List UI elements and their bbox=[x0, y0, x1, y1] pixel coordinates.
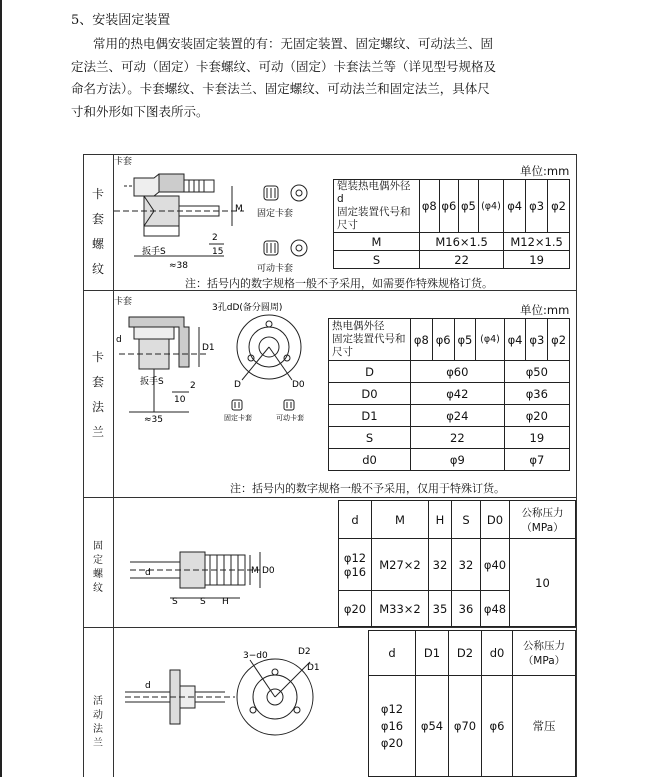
diam-cell: φ6 bbox=[432, 319, 454, 361]
fig-label: 固定卡套 bbox=[257, 209, 294, 219]
fixed-thread-table bbox=[338, 500, 576, 627]
value-cell: φ20 bbox=[339, 591, 372, 627]
fig-label: ≈35 bbox=[144, 415, 163, 425]
value-cell: φ6 bbox=[482, 676, 513, 777]
fig-label: 固定卡套 bbox=[224, 414, 252, 422]
header-cell: H bbox=[429, 501, 452, 539]
fig-label: 3孔dD(备分圆周) bbox=[212, 303, 283, 313]
diam-cell: φ5 bbox=[454, 319, 476, 361]
unit-label: 单位:mm bbox=[520, 303, 570, 317]
value-cell: 19 bbox=[504, 427, 569, 449]
value-cell: φ12 φ16 bbox=[339, 539, 372, 591]
kataoo-thread-drawing bbox=[114, 156, 334, 276]
diam-cell: φ3 bbox=[526, 319, 548, 361]
value-cell: φ40 bbox=[481, 539, 510, 591]
header-cell: M bbox=[372, 501, 429, 539]
row-label-cell: d0 bbox=[329, 449, 411, 471]
row-label-cell: D1 bbox=[329, 405, 411, 427]
value-cell: φ24 bbox=[411, 405, 505, 427]
header-cell: S bbox=[452, 501, 481, 539]
value-cell: φ12 φ16 φ20 bbox=[369, 676, 416, 777]
value-cell: φ70 bbox=[449, 676, 482, 777]
row-divider bbox=[83, 497, 577, 498]
header-cell: d bbox=[339, 501, 372, 539]
sec1-note: 注：括号内的数字规格一般不予采用，如需要作特殊规格订货。 bbox=[185, 277, 493, 290]
row-label-cell: M bbox=[334, 233, 420, 251]
row-label-cell: D bbox=[329, 361, 411, 383]
kataoo-flange-drawing bbox=[114, 292, 329, 427]
value-cell: M12×1.5 bbox=[504, 233, 570, 251]
row-label-cell: D0 bbox=[329, 383, 411, 405]
value-cell: 19 bbox=[504, 251, 570, 269]
row-label-kataoo-thread: 卡 套 螺 纹 bbox=[91, 187, 104, 276]
header-cell: 公称压力（MPa） bbox=[513, 631, 576, 676]
diam-cell: (φ4) bbox=[478, 180, 504, 233]
diam-cell: φ6 bbox=[439, 180, 459, 233]
fig-label: 可动卡套 bbox=[276, 414, 304, 422]
fig-label: 卡套 bbox=[114, 297, 133, 307]
kataoo-thread-table bbox=[333, 179, 570, 269]
value-cell: φ48 bbox=[481, 591, 510, 627]
fig-label: 2 bbox=[190, 381, 196, 391]
row-label-fixed-thread: 固 定 螺 纹 bbox=[93, 541, 103, 594]
row-label-kataoo-flange: 卡 套 法 兰 bbox=[91, 350, 104, 439]
sec2-note: 注：括号内的数字规格一般不予采用，仅用于特殊订货。 bbox=[230, 482, 505, 495]
fig-label: 扳手S bbox=[142, 247, 166, 257]
value-cell: M16×1.5 bbox=[420, 233, 504, 251]
value-cell: 32 bbox=[429, 539, 452, 591]
row-label-cell: S bbox=[329, 427, 411, 449]
value-cell: φ36 bbox=[504, 383, 569, 405]
fig-label: D bbox=[234, 380, 241, 390]
value-cell: φ50 bbox=[504, 361, 569, 383]
value-cell: 22 bbox=[411, 427, 505, 449]
intro-line: 定法兰、可动（固定）卡套螺纹、可动（固定）卡套法兰等（详见型号规格及 bbox=[71, 58, 497, 74]
kataoo-flange-table bbox=[328, 318, 570, 471]
row-label-cell: S bbox=[334, 251, 420, 269]
unit-label: 单位:mm bbox=[520, 164, 570, 178]
fig-label: 扳手S bbox=[140, 377, 164, 387]
page-edge-line bbox=[0, 0, 2, 777]
fig-label: 3−d0 bbox=[243, 651, 268, 661]
value-cell: φ42 bbox=[411, 383, 505, 405]
fig-label: 15 bbox=[212, 247, 224, 257]
diam-cell: φ2 bbox=[548, 180, 570, 233]
fig-label: D1 bbox=[202, 343, 215, 353]
fig-label: 可动卡套 bbox=[257, 264, 294, 274]
intro-line: 命名方法）。卡套螺纹、卡套法兰、固定螺纹、可动法兰和固定法兰，具体尺 bbox=[71, 81, 490, 96]
diam-cell: φ5 bbox=[459, 180, 479, 233]
value-cell: M33×2 bbox=[372, 591, 429, 627]
diam-cell: φ3 bbox=[526, 180, 548, 233]
fig-label: 10 bbox=[174, 395, 186, 405]
row-label-movable-flange: 活 动 法 兰 bbox=[93, 696, 103, 749]
header-cell: D1 bbox=[416, 631, 449, 676]
movable-flange-table bbox=[368, 630, 576, 777]
header-cell: D0 bbox=[481, 501, 510, 539]
fig-label: D2 bbox=[298, 647, 311, 657]
header-cell: 铠装热电偶外径 d 固定装置代号和尺寸 bbox=[334, 180, 420, 233]
value-cell: 36 bbox=[452, 591, 481, 627]
intro-line: 常用的热电偶安装固定装置的有：无固定装置、固定螺纹、可动法兰、固 bbox=[93, 36, 494, 51]
fixed-thread-drawing bbox=[130, 540, 280, 605]
intro-paragraph bbox=[71, 33, 591, 123]
value-cell: 22 bbox=[420, 251, 504, 269]
diam-cell: (φ4) bbox=[476, 319, 504, 361]
value-cell: φ9 bbox=[411, 449, 505, 471]
value-cell: φ20 bbox=[504, 405, 569, 427]
diam-cell: φ8 bbox=[420, 180, 440, 233]
diam-cell: φ4 bbox=[504, 180, 526, 233]
fig-label: M bbox=[235, 204, 243, 214]
fig-label: M bbox=[251, 566, 259, 576]
diam-cell: φ8 bbox=[411, 319, 433, 361]
fig-label: 卡套 bbox=[114, 157, 133, 167]
fig-label: D0 bbox=[292, 380, 305, 390]
fig-label: S bbox=[172, 597, 178, 605]
header-cell: d0 bbox=[482, 631, 513, 676]
value-cell: φ60 bbox=[411, 361, 505, 383]
value-cell: 32 bbox=[452, 539, 481, 591]
fig-label: d bbox=[145, 681, 151, 691]
movable-flange-drawing bbox=[125, 640, 325, 750]
diam-cell: φ2 bbox=[548, 319, 570, 361]
value-cell: M27×2 bbox=[372, 539, 429, 591]
fig-label: D0 bbox=[262, 566, 275, 576]
fig-label: H bbox=[222, 597, 229, 605]
value-cell: φ54 bbox=[416, 676, 449, 777]
header-cell: 公称压力（MPa） bbox=[510, 501, 576, 539]
diam-cell: φ4 bbox=[504, 319, 526, 361]
value-cell: 35 bbox=[429, 591, 452, 627]
fig-label: S bbox=[200, 597, 206, 605]
header-cell: d bbox=[369, 631, 416, 676]
fig-label: D1 bbox=[307, 663, 320, 673]
fig-label: d bbox=[145, 568, 151, 578]
row-divider bbox=[83, 627, 577, 628]
header-cell: D2 bbox=[449, 631, 482, 676]
value-cell: φ7 bbox=[504, 449, 569, 471]
value-cell: 10 bbox=[510, 539, 576, 627]
section-title: 5、安装固定装置 bbox=[71, 13, 171, 28]
value-cell: 常压 bbox=[513, 676, 576, 777]
fig-label: ≈38 bbox=[169, 261, 188, 271]
fig-label: d bbox=[116, 335, 122, 345]
intro-line: 寸和外形如下图表所示。 bbox=[71, 103, 209, 119]
header-cell: 热电偶外径 固定装置代号和尺寸 bbox=[329, 319, 411, 361]
fig-label: 2 bbox=[212, 233, 218, 243]
